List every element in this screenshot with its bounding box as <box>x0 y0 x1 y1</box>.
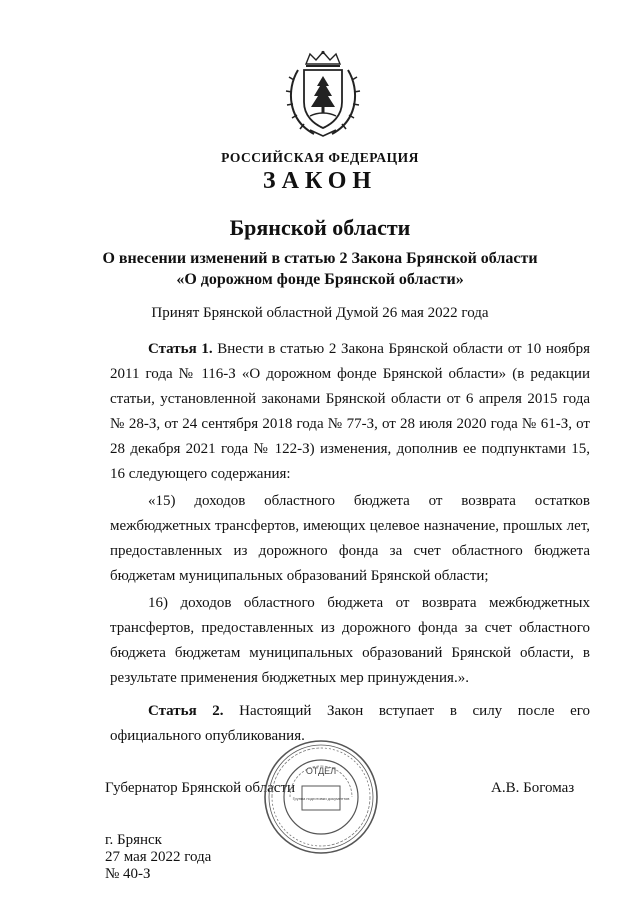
article-2-label: Статья 2. <box>148 703 224 719</box>
signing-place-block <box>105 832 211 883</box>
item-15-paragraph: «15) доходов областного бюджета от возврата остатков межбюджетных трансфертов, имеющих целевое назначение, прошлых лет, предоставленных из дорожного фонда за счет областного бюджета бюджетам муниципальных образований Брянской области; <box>110 493 590 584</box>
law-number: № 40-З <box>105 866 151 882</box>
signing-city: г. Брянск <box>105 832 162 848</box>
law-title-line-1: О внесении изменений в статью 2 Закона Брянской области <box>102 250 538 267</box>
governor-name: А.В. Богомаз <box>491 780 575 796</box>
coat-of-arms-emblem <box>284 50 362 138</box>
law-title <box>0 248 640 290</box>
item-16-paragraph: 16) доходов областного бюджета от возврата межбюджетных трансфертов, предоставленных из дорожного фонда за счет областного бюджета бюджетам муниципальных образований Брянской области, в результате применения бюджетных мер принуждения.». <box>110 595 590 686</box>
article-1-label: Статья 1. <box>148 341 213 357</box>
article-2-text: Настоящий Закон вступает в силу после его официального опубликования. <box>110 703 591 744</box>
signing-date: 27 мая 2022 года <box>105 849 212 865</box>
stamp-box-label: Группа подготовки документов <box>292 796 350 801</box>
article-1-paragraph <box>110 337 590 487</box>
governor-position: Губернатор Брянской области <box>105 780 296 796</box>
stamp-inner-label: ОТДЕЛ <box>305 766 337 776</box>
adoption-note: Принят Брянской областной Думой 26 мая 2022 года <box>151 305 489 321</box>
country-heading: РОССИЙСКАЯ ФЕДЕРАЦИЯ <box>221 150 419 165</box>
law-title-line-2: «О дорожном фонде Брянской области» <box>176 271 464 288</box>
document-type-heading: ЗАКОН <box>262 168 378 194</box>
law-body <box>110 337 590 749</box>
official-stamp <box>262 738 380 856</box>
article-1-text: Внести в статью 2 Закона Брянской области от 10 ноября 2011 года № 116-З «О дорожном фонде Брянской области» (в редакции статьи, установленной законами Брянской области от 6 апреля 2015 года № 28-З, от 24 сентября 2018 года № 77-З, от 28 июля 2020 года № 61-З, от 28 декабря 2021 года № 122-З) изменения, дополнив ее подпунктами 15, 16 следующего содержания: <box>110 341 591 482</box>
region-heading: Брянской области <box>229 215 411 240</box>
